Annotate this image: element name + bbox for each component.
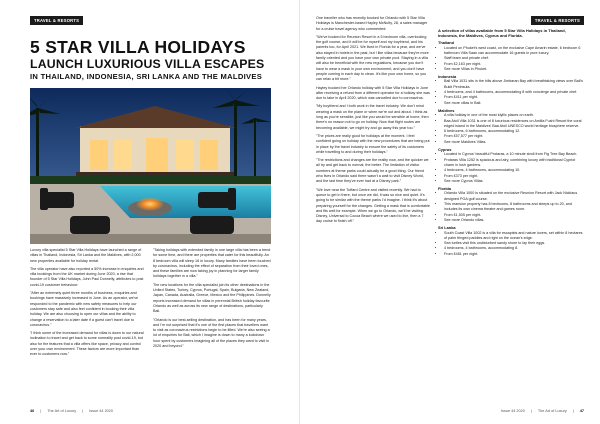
villa-pool-photo — [30, 88, 271, 244]
region-heading: Maldives — [438, 107, 455, 113]
page-number: 46 — [30, 409, 35, 413]
issue-label: Issue 44 2020 — [89, 409, 114, 413]
region-list — [438, 113, 584, 145]
paragraph: "After an extremely quiet three months of business, enquiries and bookings have massively increased in June. As an operator, we've responded to the pandemic with new safety measures to help our customers stay safe and also feel confident in booking their villa holiday. We are also choosing to open our villas and the ability to change a reservation to a later date if a guest can't travel due to coronavirus." — [30, 291, 139, 327]
list-item: • Protaras Villa 1252 is spacious and airy, combining luxury with traditional Cypriot charm in lush gardens. — [444, 158, 584, 169]
list-item: • South Coast Villa 1002 is a villa for escapists and nature lovers, set within 8 hectares of palm fringed paddies and right on the ocean's edge. — [444, 231, 584, 242]
list-item: • From £411 per night. — [444, 95, 584, 100]
region-heading: Indonesia — [438, 74, 457, 80]
region-list — [438, 152, 584, 184]
list-item: • 4 bedrooms, and 4 bathrooms, accommodating 8 with concierge and private chef. — [444, 90, 584, 95]
footer-divider: | — [572, 409, 574, 413]
list-item: • A villa holiday in one of the most idyllic places on earth. — [444, 113, 584, 118]
list-item: • Baa Atoll Villa 1031 is one of 8 luxurious residences on Amilla Fushi Resort the coral edged island in the Maldives' Baa Atoll UNESCO world heritage biosphere reserve. — [444, 119, 584, 130]
article-column-2 — [153, 248, 271, 352]
list-item: • From £373 per night. — [444, 174, 584, 179]
region-heading: Sri Lanka — [438, 225, 456, 231]
subheadline: LAUNCH LUXURIOUS VILLA ESCAPES — [30, 57, 265, 71]
subheadline-locations: IN THAILAND, INDONESIA, SRI LANKA AND THE MALDIVES — [30, 72, 263, 81]
list-item: • 6 bedrooms, 6 bathrooms, accommodating 12. — [444, 129, 584, 134]
list-item: • Bali Villa 1031 sits in the hills above Jimbaran Bay with breathtaking views over Bali's Bukit Peninsula. — [444, 79, 584, 90]
region-list — [438, 46, 584, 72]
paragraph: The villa operator have also reported a 50% increase in enquiries and villa bookings from the UK market during June 2020, a rise that founder of 5 Star Villa Holidays, John Paul Donnelly, attributes to post covid-19 customer behaviour: — [30, 266, 144, 287]
list-item: • Orlando Villa 1000 is situated on the exclusive Reunion Resort with Jack Nicklaus designed PGA golf course. — [444, 191, 584, 202]
list-item: • From £1,505 per night. — [444, 213, 584, 218]
list-item: • From £57,577 per night. — [444, 134, 584, 139]
page-number: 47 — [579, 409, 584, 413]
paragraph: The new locations for the villa specialist join its other destinations in the United States, Turkey, Cyprus, Portugal, Spain, Bulgaria, New Zealand, Japan, Canada, Australia, Greece, Mexico and the Philippines. Donnelly reports increased demand for villas in perennial British holiday favourite Orlando as well as across its new range of destinations, particularly Bali. — [153, 282, 271, 314]
paragraph: "I think some of the increased demand for villas is down to our natural inclination to travel and get back to some normality post covid-19, but also for the features that a villa offers like space, privacy and control over your own environment. These factors are more important than ever to customers now." — [30, 331, 144, 357]
paragraph: Hayley booked her Orlando holiday with 5 Star Villa Holidays in June after receiving a refund from a different operator for a holiday she was due to take in April 2020, which was cancelled due to coronavirus. — [316, 85, 430, 101]
list-item: • Staff team and private chef. — [444, 56, 584, 61]
article-column-1 — [30, 248, 145, 361]
list-item: • See more villas in Bali. — [444, 101, 584, 106]
list-item: • See more Maldives Villas. — [444, 140, 584, 145]
paragraph: "My boyfriend and I both work in the travel industry. We don't mind wearing a mask on the plane or when we're out and about. I think as long as you're sensible, just like you would be sensible at home, then there's no reason not to go on holiday. Now that flight routes are becoming available, we might try and go away this year too." — [316, 104, 429, 130]
list-item: • Located on Phuket's west coast, on the exclusive Cape Amarin estate, 6 bedroom 6 bathroom Villa Saan can accommodate 16 guests in pure luxury. — [444, 46, 584, 57]
list-item: • From £461 per night. — [444, 252, 584, 257]
magazine-name: The Art of Luxury — [47, 409, 77, 413]
footer-divider: | — [530, 409, 532, 413]
region-list — [438, 191, 584, 223]
region-list — [438, 231, 584, 257]
article-column-3 — [316, 16, 430, 228]
villa-pool-illustration — [30, 88, 271, 244]
paragraph: "Taking holidays with extended family in one large villa has been a trend for some time, and there are properties that cater for this beautifully. An 8 bedroom villa will sleep 16 in luxury. Many families have been touched by coronavirus, including the effect of separation from their loved ones, and these families are now taking joy in planning for larger family holidays together in a villa." — [153, 248, 271, 279]
paragraph: "The restrictions and changes are the reality now, and the quicker we all try and get back to normal, the better. The limitation of visitor numbers at theme parks could actually be a good thing. Our friend who lives in Orlando said there wasn't a wait to visit Disney World, and the last time they've ever had at a Disney park." — [316, 158, 429, 184]
region-heading: Cyprus — [438, 147, 452, 153]
list-item: • See more Villas in Phuket. — [444, 67, 584, 72]
magazine-name: The Art of Luxury — [537, 409, 567, 413]
issue-label: Issue 44 2020 — [500, 409, 525, 413]
paragraph: "We love near the Tuffard Centre and visited recently. We had to queue to get in there, but once we did, it was so nice and quiet. It's going to be similar with the theme parks I'd imagine. I think it's about preparing yourself for the changes. Getting a mask that is comfortable and fits well for example. When we go to Orlando, we'll be visiting Disney, Universal to Cocoa Beach where we used to live, then a 7 day cruise to finish off." — [316, 187, 430, 224]
section-tag: TRAVEL & RESORTS — [531, 16, 584, 25]
page-footer — [30, 409, 113, 413]
list-item: • See more Orlando villas. — [444, 218, 584, 223]
section-tag: TRAVEL & RESORTS — [30, 16, 83, 25]
paragraph: "The prices are really good for holidays at the moment. I feel confident going on holiday with the new procedures that are being put in place by the travel industry to ensure the safety of its customers while travelling to and during their holidays." — [316, 133, 430, 154]
list-item: • Sea turtles visit this undisturbed sandy shore to lay their eggs. — [444, 241, 584, 246]
list-item: • See more Cyprus Villas. — [444, 179, 584, 184]
paragraph: "Orlando is our best-selling destination, and has been for many years, and I'm not surprised that it's one of the first places that travellers want to visit as coronavirus restrictions begin to be lifted. We're also seeing a lot of enquiries for Bali, which I imagine is down to many a lockdown hour spent by customers imagining all of the places they want to visit in 2020 and beyond." — [153, 317, 270, 349]
paragraph: One traveller who has recently booked for Orlando with 5 Star Villa Holidays is Manchester-based Hayley McNulty, 28, a sales manager for a cruise travel agency who commented: — [316, 16, 428, 31]
headline: 5 STAR VILLA HOLIDAYS — [30, 37, 246, 57]
footer-divider: | — [40, 409, 42, 413]
list-item: • Located in Cyprus' beautiful Protaras, a 10 minute stroll from Fig Tree Bay Beach. — [444, 152, 584, 157]
region-heading: Florida — [438, 186, 451, 192]
list-item: • 4 bedrooms, 4 bathrooms, accommodating 10. — [444, 168, 584, 173]
list-item: • From £2,163 per night. — [444, 62, 584, 67]
paragraph: "We've booked for Reunion Resort in a 5 bedroom villa, overlooking the golf course, and it will be for myself and my boyfriend, and his parents too, for April 2021. We lived in Florida for a year, and we've also stayed in hotels in the past, but I like villas because they're more family oriented and you have your own private pool. Staying in a villa will also be beneficial with the new regulations, because you don't have to wear a mask in your own environment, and you don't have people coming in each day to clean. It's like your own home, so you can relax a bit more." — [316, 34, 429, 82]
sidebar-title: A selection of villas available from 5 Star Villa Holidays in Thailand, Indonesia, the Maldives, Cyprus and Florida. — [438, 28, 566, 39]
region-list — [438, 79, 584, 105]
footer-divider: | — [82, 409, 84, 413]
paragraph: Luxury villa specialist 5 Star Villa Holidays have launched a range of villas in Thailand, Indonesia, Sri Lanka and the Maldives, with 2,000 new properties available for holiday rental. — [30, 248, 142, 263]
page-footer — [501, 409, 584, 413]
list-item: • This mansion property has 8 bedrooms, 8 bathrooms and sleeps up to 20, and includes its own cinema theatre and games room. — [444, 202, 584, 213]
right-page — [300, 0, 600, 424]
list-item: • 4 bedrooms, 4 bathrooms, accommodating 8. — [444, 246, 584, 251]
region-heading: Thailand — [438, 40, 454, 46]
villa-selection-sidebar — [438, 28, 584, 257]
